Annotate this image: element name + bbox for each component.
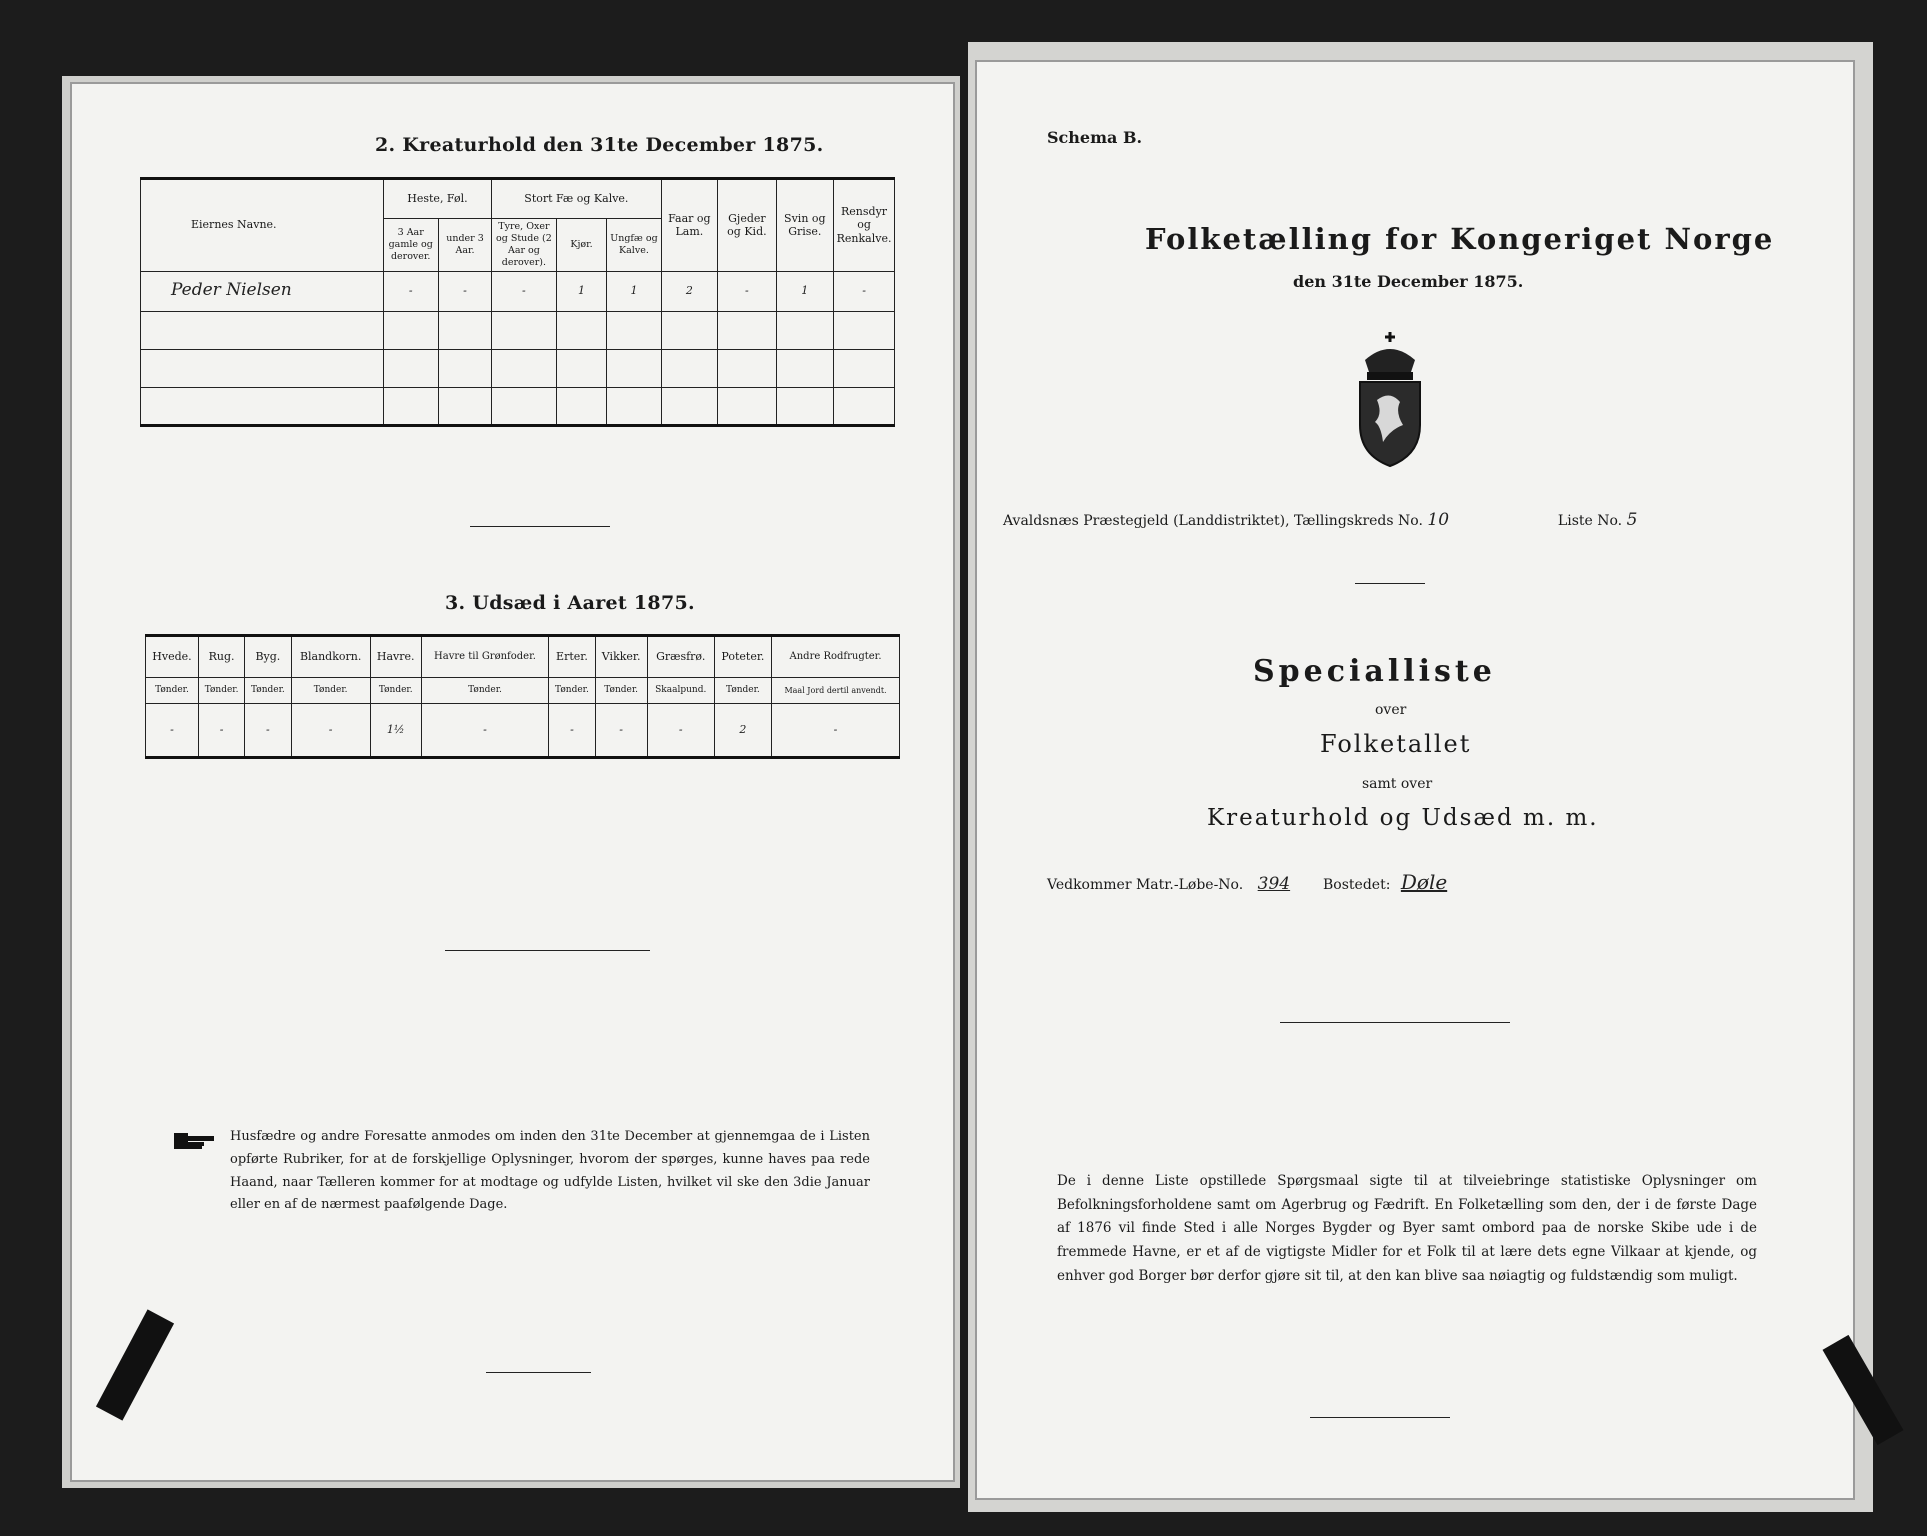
matr-no: 394 <box>1257 874 1291 894</box>
value-cell: 2 <box>661 271 718 311</box>
group-stort-fae: Stort Fæ og Kalve. <box>492 179 661 219</box>
right-page <box>975 60 1855 1500</box>
col-erter: Erter. <box>549 636 595 678</box>
unit: Tønder. <box>421 678 549 704</box>
value-cell: 1 <box>776 271 834 311</box>
col-poteter: Poteter. <box>714 636 771 678</box>
unit: Tønder. <box>146 678 199 704</box>
district-line <box>1003 510 1803 530</box>
table-row <box>141 271 895 311</box>
kreds-no: 10 <box>1427 510 1450 530</box>
unit: Tønder. <box>549 678 595 704</box>
col-rug: Rug. <box>198 636 244 678</box>
bostedet-value: Døle <box>1400 870 1448 894</box>
explanatory-paragraph: De i denne Liste opstillede Spørgsmaal sigte til at tilveiebringe statistiske Oplysninger om Befolkningsforholdene samt om Agerbrug og Fædrift. En Folketælling som den, der i de første Dage af 1876 vil finde Sted i alle Norges Bygder og Byer samt ombord paa de norske Skibe ude i de fremmede Havne, er et af de vigtigste Midler for et Folk til at lære dets egne Vilkaar at kjende, og enhver god Borger bør derfor gjøre sit til, at den kan blive saa nøiagtig og fuldstændig som muligt. <box>1057 1173 1757 1284</box>
col-vikker: Vikker. <box>595 636 647 678</box>
udsaed-table <box>145 634 900 759</box>
group-heste: Heste, Føl. <box>383 179 492 219</box>
value-cell: - <box>291 704 370 758</box>
divider-rule <box>1355 583 1425 584</box>
divider-rule <box>445 950 650 951</box>
col-ungfae: Ungfæ og Kalve. <box>607 219 661 272</box>
main-title: Folketælling for Kongeriget Norge <box>1145 222 1775 256</box>
unit: Maal Jord dertil anvendt. <box>772 678 900 704</box>
divider-rule <box>470 526 610 527</box>
samt-over-text: samt over <box>1362 776 1433 792</box>
value-cell: - <box>421 704 549 758</box>
kreaturhold-text: Kreaturhold og Udsæd m. m. <box>1207 805 1599 831</box>
value-cell: - <box>198 704 244 758</box>
notice-text: Husfædre og andre Foresatte anmodes om inden den 31te December at gjennemgaa de i Listen opførte Rubriker, for at de forskjellige Oplysninger, hvorom der spørges, kunne haves paa rede Haand, naar Tælleren kommer for at modtage og udfylde Listen, hvilket vil ske den 3die Januar eller en af de nærmest paafølgende Dage. <box>230 1129 870 1213</box>
liste-no: 5 <box>1626 510 1638 530</box>
col-3aar: 3 Aar gamle og derover. <box>383 219 438 272</box>
left-page <box>70 82 955 1482</box>
schema-label: Schema B. <box>1047 128 1143 147</box>
date-line: den 31te December 1875. <box>1293 272 1524 291</box>
col-graesfro: Græsfrø. <box>647 636 714 678</box>
bostedet-label: Bostedet: <box>1323 877 1391 893</box>
value-cell: 2 <box>714 704 771 758</box>
matr-label: Vedkommer Matr.-Løbe-No. <box>1047 877 1244 893</box>
col-havre: Havre. <box>370 636 421 678</box>
kreaturhold-table <box>140 177 895 427</box>
col-hvede: Hvede. <box>146 636 199 678</box>
value-cell: - <box>383 271 438 311</box>
value-cell: 1½ <box>370 704 421 758</box>
col-blandkorn: Blandkorn. <box>291 636 370 678</box>
liste-label: Liste No. <box>1557 513 1623 529</box>
folketallet-text: Folketallet <box>1320 730 1472 758</box>
owner-header: Eiernes Navne. <box>141 179 384 272</box>
section2-title: 2. Kreaturhold den 31te December 1875. <box>375 134 824 156</box>
unit: Tønder. <box>245 678 291 704</box>
col-svin: Svin og Grise. <box>776 179 834 272</box>
value-cell: - <box>595 704 647 758</box>
district-text: Avaldsnæs Præstegjeld (Landdistriktet), Tællingskreds No. <box>1003 513 1423 529</box>
unit: Skaalpund. <box>647 678 714 704</box>
value-cell: - <box>647 704 714 758</box>
col-andre-rodfrugter: Andre Rodfrugter. <box>772 636 900 678</box>
value-cell: - <box>492 271 556 311</box>
table-row <box>146 704 900 758</box>
unit: Tønder. <box>291 678 370 704</box>
divider-rule <box>1280 1022 1510 1023</box>
norwegian-coat-of-arms-icon <box>1345 330 1435 470</box>
value-cell: - <box>718 271 776 311</box>
divider-rule <box>486 1372 591 1373</box>
col-gjeder: Gjeder og Kid. <box>718 179 776 272</box>
col-kjor: Kjør. <box>556 219 607 272</box>
value-cell: - <box>245 704 291 758</box>
col-havre-gronfoder: Havre til Grønfoder. <box>421 636 549 678</box>
col-byg: Byg. <box>245 636 291 678</box>
unit: Tønder. <box>198 678 244 704</box>
value-cell: - <box>834 271 895 311</box>
unit: Tønder. <box>714 678 771 704</box>
value-cell: 1 <box>556 271 607 311</box>
value-cell: - <box>549 704 595 758</box>
divider-rule <box>1310 1417 1450 1418</box>
unit: Tønder. <box>595 678 647 704</box>
value-cell: - <box>438 271 491 311</box>
section3-title: 3. Udsæd i Aaret 1875. <box>445 592 695 614</box>
col-under3: under 3 Aar. <box>438 219 491 272</box>
over-text: over <box>1375 702 1407 718</box>
value-cell: - <box>146 704 199 758</box>
owner-name: Peder Nielsen <box>141 271 384 311</box>
col-faar: Faar og Lam. <box>661 179 718 272</box>
pointing-hand-icon <box>174 1130 218 1152</box>
unit: Tønder. <box>370 678 421 704</box>
matr-line <box>1047 870 1807 894</box>
value-cell: - <box>772 704 900 758</box>
col-tyre: Tyre, Oxer og Stude (2 Aar og derover). <box>492 219 556 272</box>
specialliste-title: Specialliste <box>1253 654 1496 689</box>
value-cell: 1 <box>607 271 661 311</box>
col-rensdyr: Rensdyr og Renkalve. <box>834 179 895 272</box>
